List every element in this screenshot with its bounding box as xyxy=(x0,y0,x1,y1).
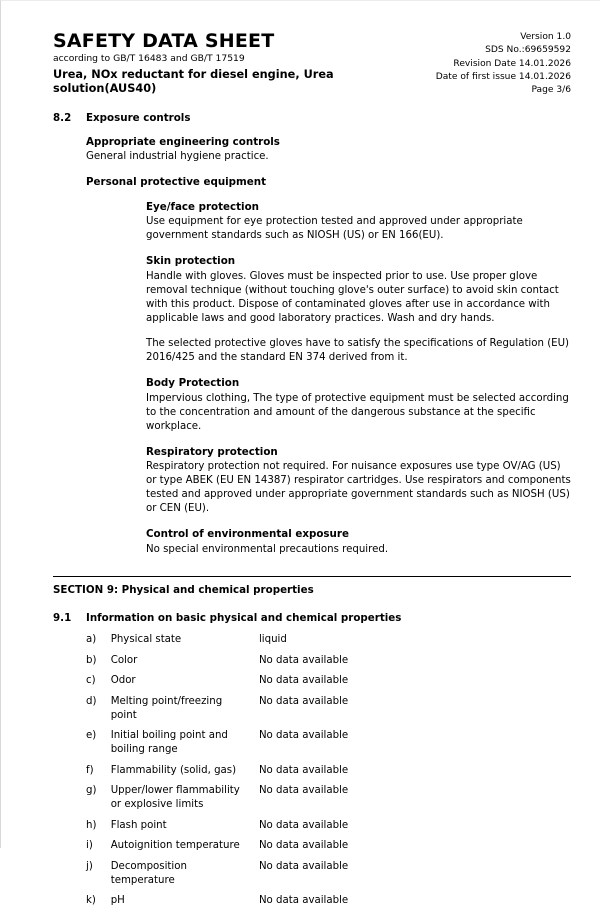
property-value: No data available xyxy=(258,654,349,666)
property-value: No data available xyxy=(258,785,349,797)
header-left-block xyxy=(53,31,413,96)
property-value: No data available xyxy=(258,675,349,687)
property-row xyxy=(86,695,506,729)
document-title: SAFETY DATA SHEET xyxy=(53,30,275,52)
property-row xyxy=(86,860,506,894)
property-row xyxy=(86,729,506,763)
property-row xyxy=(86,784,506,818)
product-name: Urea, NOx reductant for diesel engine, Urea solution(AUS40) xyxy=(53,67,334,95)
property-label: Color xyxy=(110,654,138,666)
property-label: pH xyxy=(110,895,125,907)
property-label: Physical state xyxy=(110,633,182,645)
property-row xyxy=(86,633,506,654)
section-9-heading: SECTION 9: Physical and chemical properties xyxy=(53,583,314,596)
property-key: b) xyxy=(86,654,97,666)
property-value: No data available xyxy=(258,730,349,742)
property-label: Decomposition temperature xyxy=(110,861,187,886)
skin-protection-gloves-note: The selected protective gloves have to satisfy the specifications of Regulation (EU) 2016/425 and the standard EN 374 derived from it. xyxy=(146,338,570,364)
property-label: Odor xyxy=(110,675,136,687)
property-value: No data available xyxy=(258,819,349,831)
page-number-label: Page 3/6 xyxy=(531,85,571,96)
exposure-controls-body xyxy=(86,136,571,557)
engineering-controls-text: General industrial hygiene practice. xyxy=(86,151,269,163)
ppe-heading: Personal protective equipment xyxy=(86,176,267,189)
section-9-1-number: 9.1 xyxy=(53,611,72,624)
property-key: c) xyxy=(86,675,96,687)
engineering-controls-heading: Appropriate engineering controls xyxy=(86,135,280,148)
property-value: No data available xyxy=(258,895,349,907)
eye-face-protection-text: Use equipment for eye protection tested and approved under appropriate government standards such as NIOSH (US) or EN 166(EU). xyxy=(146,216,523,242)
property-key: g) xyxy=(86,785,97,797)
respiratory-protection-text: Respiratory protection not required. For nuisance exposures use type OV/AG (US) or type ABEK (EU EN 14387) respirator cartridges. Use respirators and components tested and approved under appropriate government standards such as NIOSH (US) or CEN (EU). xyxy=(146,461,571,515)
property-row xyxy=(86,674,506,695)
property-value: liquid xyxy=(258,633,287,645)
eye-face-protection-heading: Eye/face protection xyxy=(146,200,259,213)
property-label: Autoignition temperature xyxy=(110,840,240,852)
property-key: f) xyxy=(86,764,94,776)
property-value: No data available xyxy=(258,695,349,707)
property-row xyxy=(86,654,506,675)
document-header xyxy=(53,31,571,96)
property-row xyxy=(86,894,506,915)
property-label: Initial boiling point and boiling range xyxy=(110,730,228,755)
property-key: k) xyxy=(86,895,96,907)
property-label: Flammability (solid, gas) xyxy=(110,764,237,776)
body-protection-heading: Body Protection xyxy=(146,377,240,390)
property-label: Melting point/freezing point xyxy=(110,695,223,721)
property-key: j) xyxy=(86,861,93,872)
document-standard-reference: according to GB/T 16483 and GB/T 17519 xyxy=(53,53,245,65)
property-key: d) xyxy=(86,695,97,707)
environmental-exposure-heading: Control of environmental exposure xyxy=(146,528,349,541)
property-key: h) xyxy=(86,819,97,831)
physical-properties-tbody xyxy=(86,633,506,915)
property-value: No data available xyxy=(258,764,349,776)
sds-number-label: SDS No.:69659592 xyxy=(485,45,571,56)
property-label: Flash point xyxy=(110,819,167,831)
ppe-subsections xyxy=(146,201,571,557)
section-9-1-title: Information on basic physical and chemical properties xyxy=(86,611,402,624)
property-key: e) xyxy=(86,730,97,742)
property-key: a) xyxy=(86,633,97,645)
header-meta-block xyxy=(436,31,571,98)
skin-protection-text: Handle with gloves. Gloves must be inspected prior to use. Use proper glove removal technique (without touching glove's outer surface) to avoid skin contact with this product. Dispose of contaminated gloves after use in accordance with applicable laws and good laboratory practices. Wash and dry hands. xyxy=(146,270,559,324)
property-value: No data available xyxy=(258,840,349,852)
respiratory-protection-heading: Respiratory protection xyxy=(146,445,278,458)
first-issue-date-label: Date of first issue 14.01.2026 xyxy=(435,72,571,83)
property-key: i) xyxy=(86,840,93,852)
skin-protection-heading: Skin protection xyxy=(146,255,236,268)
property-label: Upper/lower flammability or explosive limits xyxy=(110,785,240,810)
section-8-2-number: 8.2 xyxy=(53,111,72,124)
body-protection-text: Impervious clothing, The type of protective equipment must be selected according to the concentration and amount of the dangerous substance at the specific workplace. xyxy=(146,392,569,432)
property-row xyxy=(86,819,506,840)
physical-properties-table xyxy=(86,633,506,915)
environmental-exposure-text: No special environmental precautions required. xyxy=(146,543,389,555)
revision-date-label: Revision Date 14.01.2026 xyxy=(453,58,571,69)
version-label: Version 1.0 xyxy=(520,32,571,42)
section-8-2-title: Exposure controls xyxy=(86,111,191,124)
page-content xyxy=(53,31,571,915)
section-9-1-heading-row xyxy=(53,612,571,624)
property-row xyxy=(86,839,506,860)
section-8-2-heading-row xyxy=(53,112,571,124)
property-row xyxy=(86,764,506,785)
property-value: No data available xyxy=(258,861,349,872)
section-divider-rule xyxy=(53,576,571,577)
